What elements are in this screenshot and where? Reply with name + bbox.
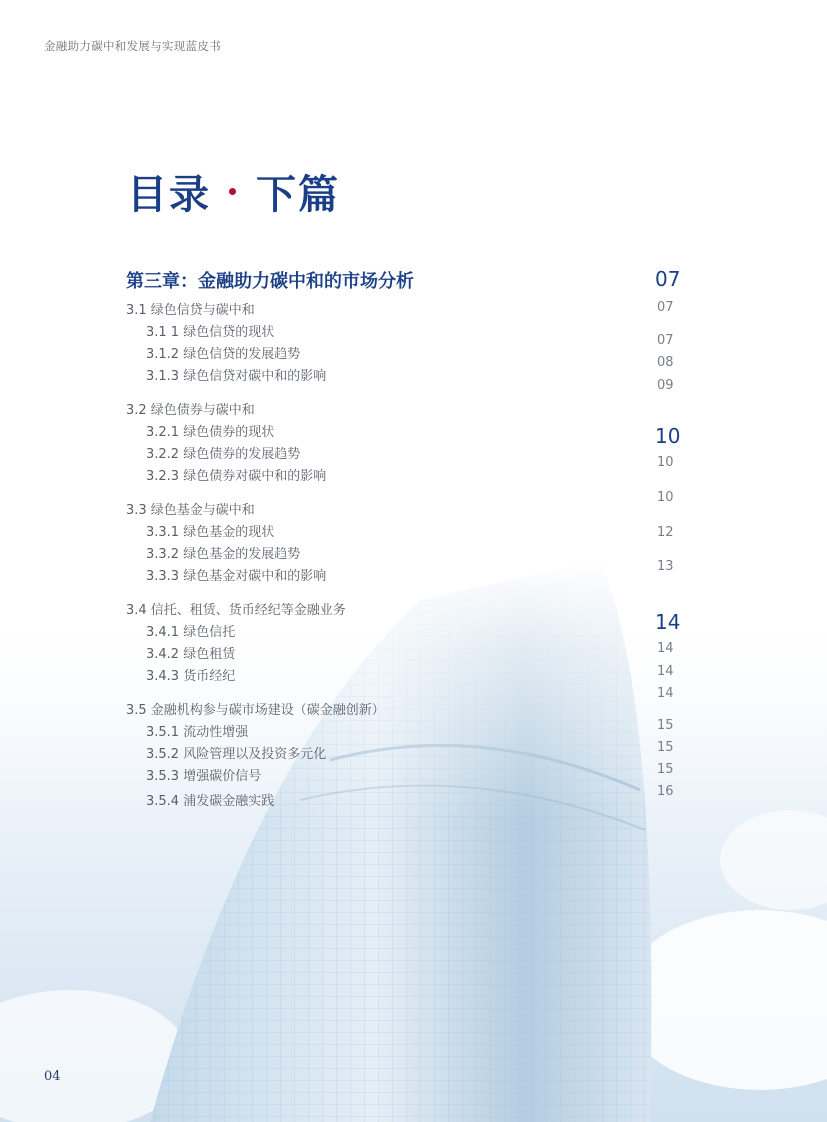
toc-entry[interactable]: 3.5 金融机构参与碳市场建设（碳金融创新） [126,703,385,718]
book-title-header: 金融助力碳中和发展与实现蓝皮书 [44,39,221,53]
toc-entry[interactable]: 3.3.1 绿色基金的现状 [146,525,275,540]
toc-page-number[interactable]: 15 [657,740,674,755]
toc-entry[interactable]: 3.1 绿色信贷与碳中和 [126,303,255,318]
toc-page-number[interactable]: 14 [655,610,681,634]
toc-entry[interactable]: 3.4.2 绿色租赁 [146,647,236,662]
toc-entry[interactable]: 3.3 绿色基金与碳中和 [126,503,255,518]
toc-entry[interactable]: 3.5.3 增强碳价信号 [146,769,262,784]
toc-entry[interactable]: 3.4.1 绿色信托 [146,625,236,640]
toc-page-number[interactable]: 14 [657,641,674,656]
toc-page-number[interactable]: 07 [657,333,674,348]
toc-page-number[interactable]: 10 [655,424,681,448]
toc-entry[interactable]: 3.4.3 货币经纪 [146,669,236,684]
toc-page-number[interactable]: 15 [657,718,674,733]
toc-entry[interactable]: 3.1.3 绿色信贷对碳中和的影响 [146,369,327,384]
chapter-heading[interactable]: 第三章：金融助力碳中和的市场分析 [126,271,414,292]
toc-page-number[interactable]: 12 [657,525,674,540]
toc-page-number[interactable]: 08 [657,355,674,370]
toc-entry[interactable]: 3.2.1 绿色债券的现状 [146,425,275,440]
toc-entry[interactable]: 3.5.4 浦发碳金融实践 [146,794,275,809]
toc-page-number[interactable]: 14 [657,664,674,679]
toc-page-number[interactable]: 13 [657,559,674,574]
toc-entry[interactable]: 3.1.2 绿色信贷的发展趋势 [146,347,301,362]
toc-page-number[interactable]: 09 [657,378,674,393]
toc-entry[interactable]: 3.5.1 流动性增强 [146,725,249,740]
toc-entry[interactable]: 3.3.3 绿色基金对碳中和的影响 [146,569,327,584]
toc-page-number[interactable]: 14 [657,686,674,701]
toc-page-number[interactable]: 10 [657,490,674,505]
toc-entry[interactable]: 3.2.2 绿色债券的发展趋势 [146,447,301,462]
toc-entry[interactable]: 3.1 1 绿色信贷的现状 [146,325,275,340]
toc-page-number[interactable]: 07 [657,300,674,315]
toc-page-number[interactable]: 15 [657,762,674,777]
title-main: 目录 [127,172,211,218]
toc-entry[interactable]: 3.5.2 风险管理以及投资多元化 [146,747,327,762]
toc-entry[interactable]: 3.4 信托、租赁、货币经纪等金融业务 [126,603,346,618]
page-number-footer: 04 [44,1069,61,1084]
title-sub: 下篇 [256,172,340,218]
toc-entry[interactable]: 3.2 绿色债券与碳中和 [126,403,255,418]
toc-entry[interactable]: 3.2.3 绿色债券对碳中和的影响 [146,469,327,484]
toc-page-number[interactable]: 16 [657,784,674,799]
toc-entry[interactable]: 3.3.2 绿色基金的发展趋势 [146,547,301,562]
chapter-page-number[interactable]: 07 [655,267,681,291]
toc-page-number[interactable]: 10 [657,455,674,470]
